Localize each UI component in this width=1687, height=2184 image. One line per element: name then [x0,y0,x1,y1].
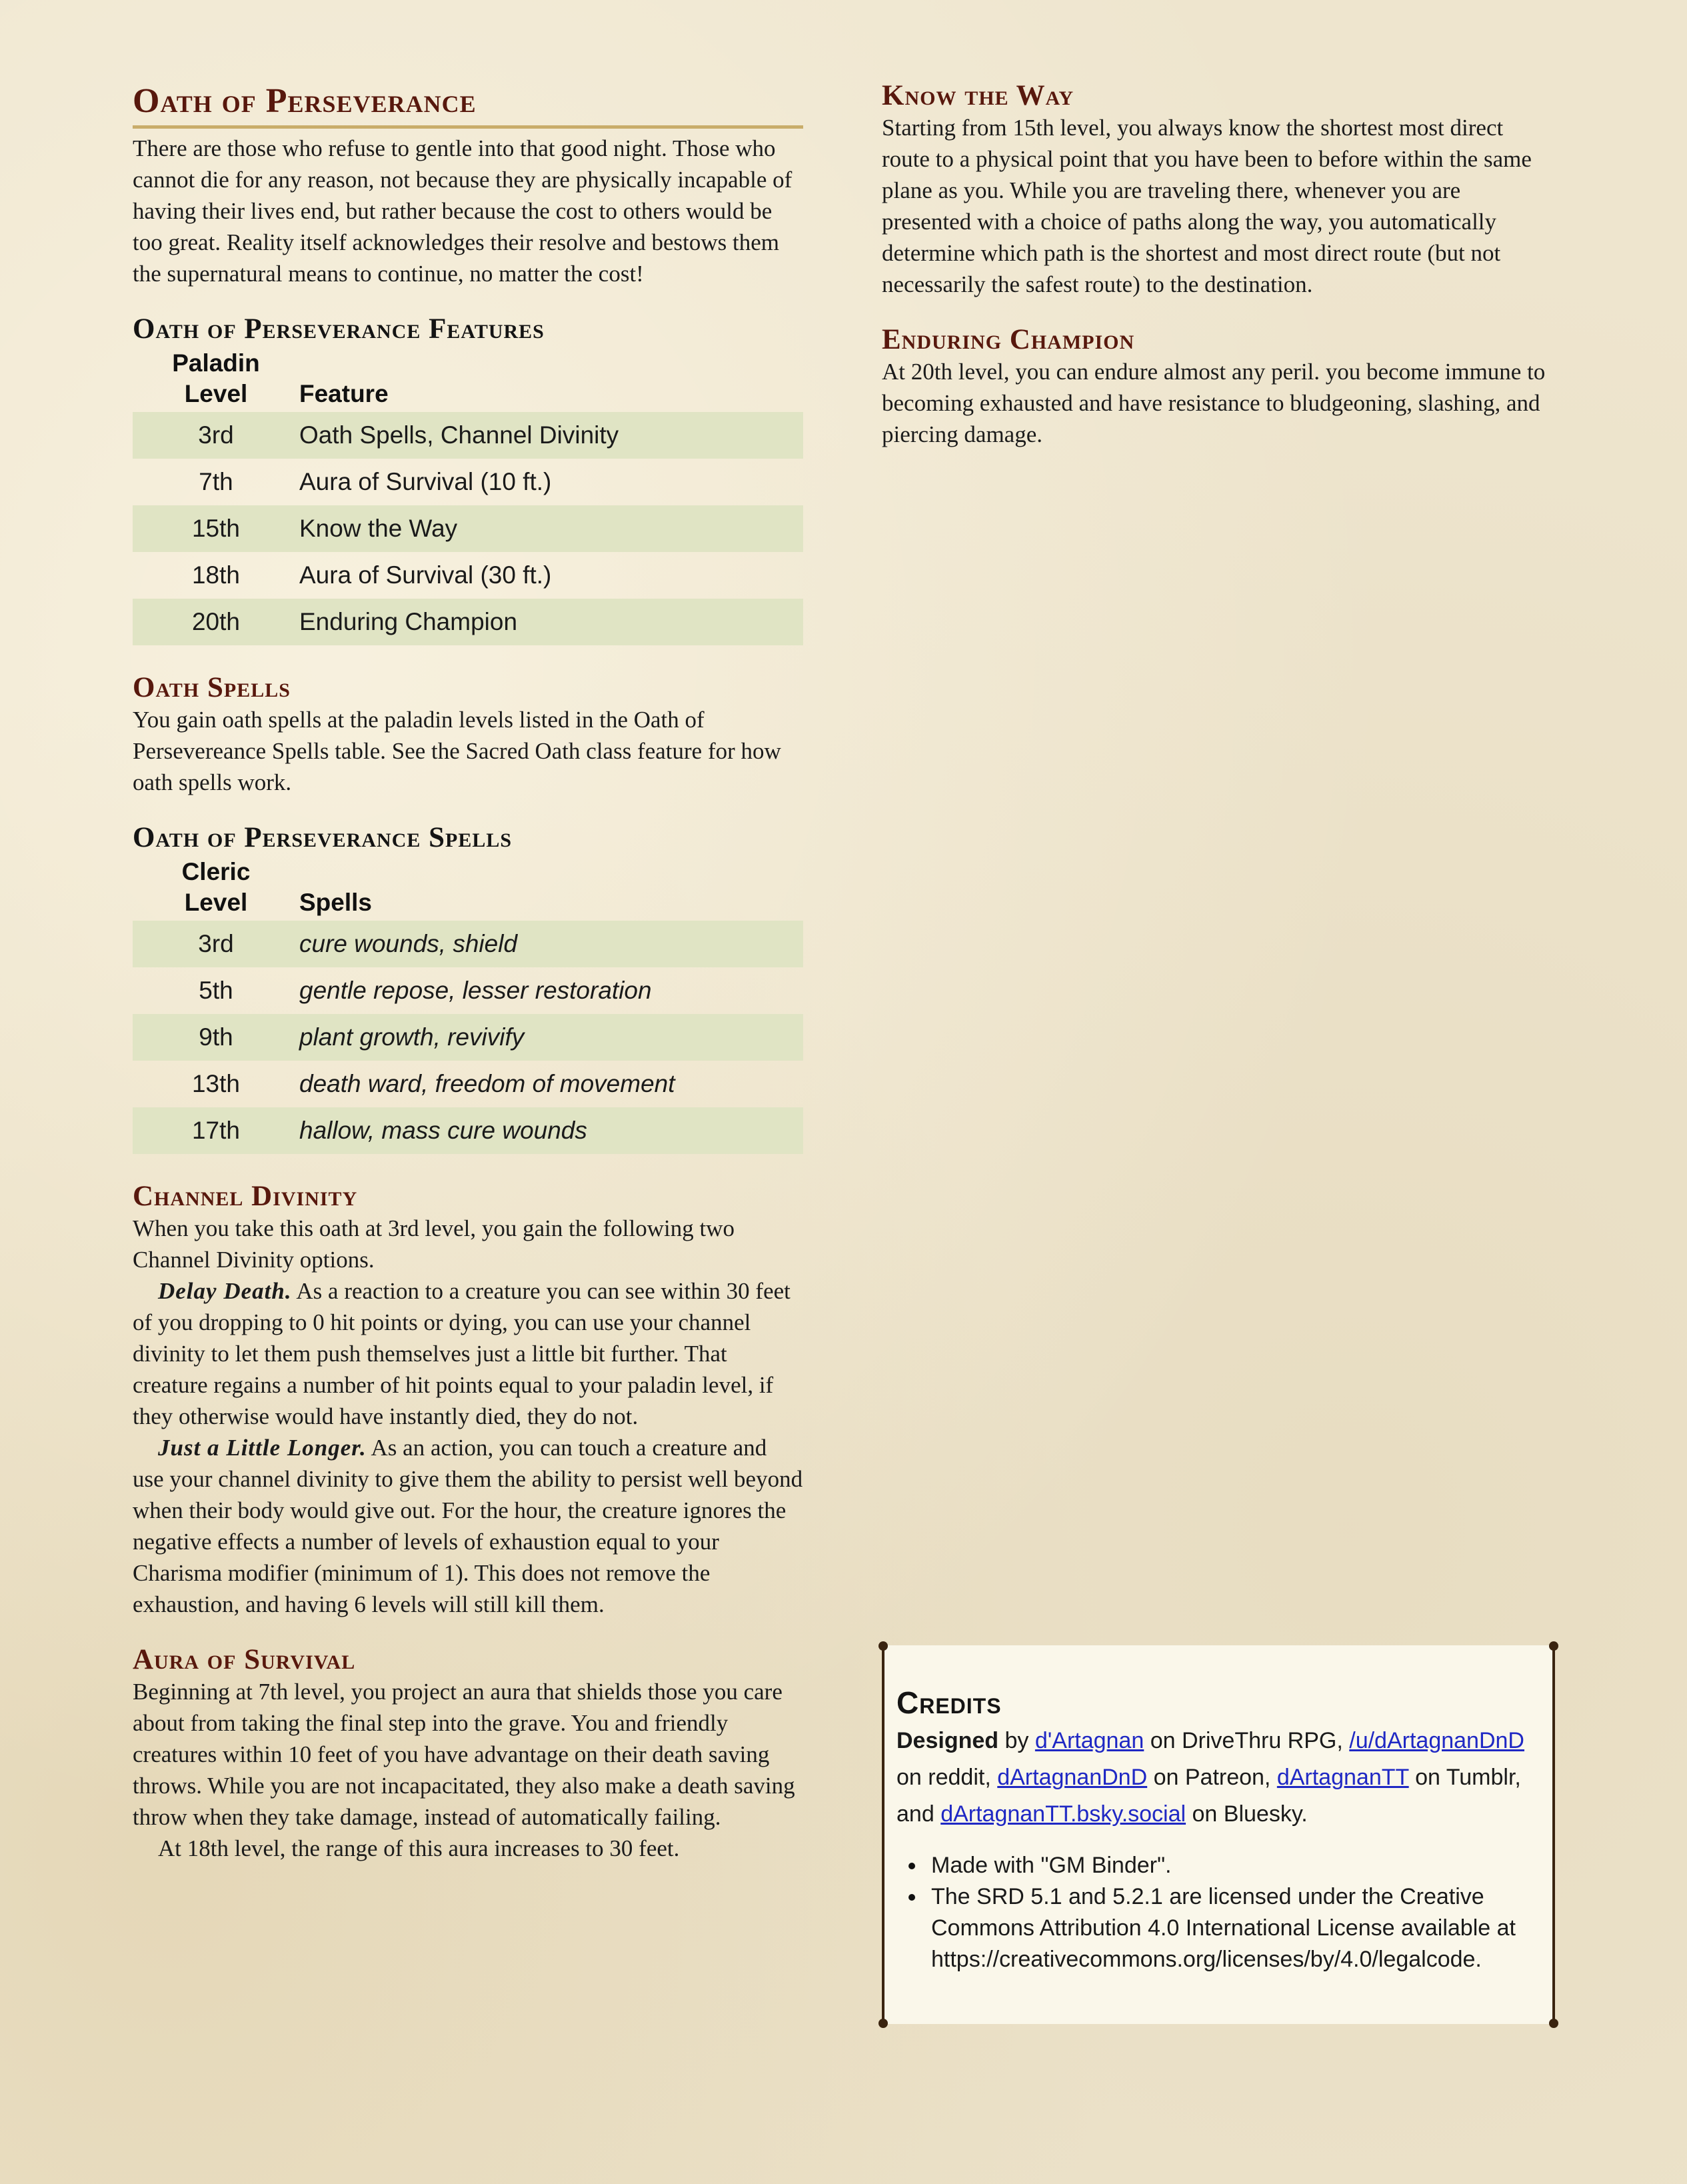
enduring-champion-text: At 20th level, you can endure almost any peril. you become immune to becoming exhausted and have resistance to bludgeoning, slashing, and piercing damage. [882,359,1546,447]
aura-text-2: At 18th level, the range of this aura increases to 30 feet. [158,1835,680,1861]
page-title: Oath of Perseverance [133,80,803,129]
delay-death-paragraph: Delay Death. As a reaction to a creature you can see within 30 feet of you dropping to 0 hit points or dying, you can use your channel divinity to let them push themselves just a little bit further. That creature regains a number of hit points equal to your paladin level, if they otherwise would have instantly died, they do not. [133,1278,791,1429]
table-row: 18th Aura of Survival (30 ft.) [191,561,552,589]
aura-text: Beginning at 7th level, you project an aura that shields those you care about from taking the final step into the grave. You and friendly creatures within 10 feet of you have advantage on their death saving throws. While you are not incapacitated, they also make a death saving throw when they take damage, instead of automatically failing. [133,1679,795,1830]
table-row: 15th Know the Way [133,505,803,552]
credits-list [896,1850,1540,1975]
link-dartagnan[interactable]: d'Artagnan [1034,1728,1144,1753]
left-column [133,80,803,1864]
credits-border-right [1552,1645,1555,2024]
channel-divinity-intro: When you take this oath at 3rd level, you gain the following two Channel Divinity options. [133,1215,735,1273]
delay-death-lead: Delay Death. [158,1278,292,1304]
credits-text: Designed by d'Artagnan on DriveThru RPG, /u/dArtagnanDnD on reddit, dArtagnanDnD on Patreon, dArtagnanTT on Tumblr, and dArtagnanTT.bsky.social on Bluesky. [896,1728,1524,1827]
table-row: 17th hallow, mass cure wounds [133,1107,803,1154]
channel-divinity-heading: Channel Divinity [133,1181,358,1212]
credits-corner-dot [878,2019,888,2028]
know-the-way-heading: Know the Way [882,80,1074,111]
credits-corner-dot [1549,2019,1558,2028]
link-bluesky[interactable]: dArtagnanTT.bsky.social [940,1801,1186,1827]
oath-spells-text: You gain oath spells at the paladin levels listed in the Oath of Persevereance Spells table. See the Sacred Oath class feature for how oath spells work. [133,707,781,795]
spells-table-title: Oath of Perseverance Spells [133,822,513,853]
oath-spells-heading: Oath Spells [133,672,291,703]
link-tumblr[interactable]: dArtagnanTT [1276,1765,1409,1790]
table-row: 7th Aura of Survival (10 ft.) [199,468,552,495]
spells-table [133,857,803,1154]
credits-heading: Credits [896,1685,1002,1720]
table-row: 3rd Oath Spells, Channel Divinity [133,412,803,459]
table-row: 20th Enduring Champion [133,599,803,645]
credits-corner-dot [878,1641,888,1651]
aura-heading: Aura of Survival [133,1644,356,1675]
credits-corner-dot [1549,1641,1558,1651]
intro-paragraph: There are those who refuse to gentle into that good night. Those who cannot die for any reason, not because they are physically incapable of having their lives end, but rather because the cost to others would be too great. Reality itself acknowledges their resolve and bestows them the supernatural means to continue, no matter the cost! [133,135,793,287]
just-a-little-longer-lead: Just a Little Longer. [158,1435,367,1461]
credits-border-left [882,1645,884,2024]
link-patreon[interactable]: dArtagnanDnD [997,1765,1148,1790]
table-row: 3rd cure wounds, shield [133,921,803,967]
just-a-little-longer-paragraph: Just a Little Longer. As an action, you can touch a creature and use your channel divinity to give them the ability to persist well beyond when their body would give out. For the hour, the creature ignores the negative effects a number of levels of exhaustion equal to your Charisma modifier (minimum of 1). This does not remove the exhaustion, and having 6 levels will still kill them. [133,1435,803,1617]
features-table-title: Oath of Perseverance Features [133,313,545,345]
features-feature-header: Feature [299,380,389,407]
table-row: 13th death ward, freedom of movement [191,1070,675,1097]
right-column [882,80,1552,450]
credits-box [882,1645,1555,2024]
features-level-header: Paladin Level [172,349,260,407]
spells-level-header: Cleric Level [181,858,251,916]
link-reddit[interactable]: /u/dArtagnanDnD [1349,1728,1524,1753]
table-row: 5th gentle repose, lesser restoration [199,977,652,1004]
know-the-way-text: Starting from 15th level, you always know the shortest most direct route to a physical point that you have been to before within the same plane as you. While you are traveling there, whenever you are presented with a choice of paths along the way, you automatically determine which path is the shortest and most direct route (but not necessarily the safest route) to the destination. [882,115,1532,297]
spells-spells-header: Spells [299,889,372,916]
list-item: The SRD 5.1 and 5.2.1 are licensed under the Creative Commons Attribution 4.0 International License available at https://creativecommons.org/licenses/by/4.0/legalcode. [903,1881,1540,1975]
enduring-champion-heading: Enduring Champion [882,324,1135,355]
table-row: 9th plant growth, revivify [133,1014,803,1061]
features-table [133,348,803,645]
list-item: Made with "GM Binder". [903,1850,1540,1881]
